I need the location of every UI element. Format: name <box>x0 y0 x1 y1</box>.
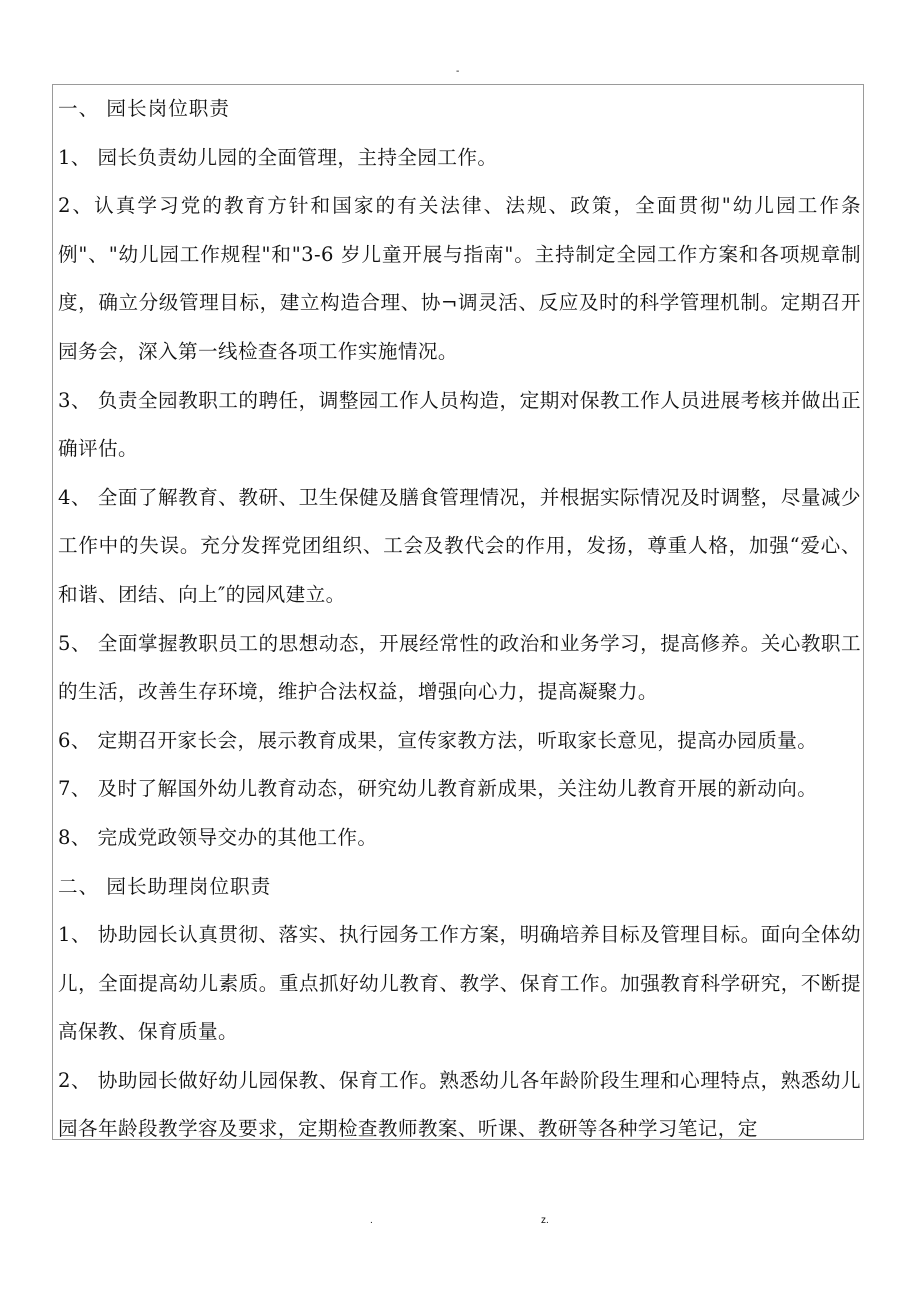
section-1-item-6: 6、 定期召开家长会，展示教育成果，宣传家教方法，听取家长意见，提高办园质量。 <box>58 728 818 752</box>
section-1-item-8: 8、 完成党政领导交办的其他工作。 <box>58 825 378 849</box>
section-1-title: 一、 园长岗位职责 <box>58 97 230 120</box>
footer-right-mark: z. <box>541 1215 549 1226</box>
section-1-item-5: 5、 全面掌握教职员工的思想动态，开展经常性的政治和业务学习，提高修养。关心教职工的生活，改善生存环境，维护合法权益，增强向心力，提高凝聚力。 <box>58 631 861 704</box>
section-2-title: 二、 园长助理岗位职责 <box>58 874 272 898</box>
footer-left-mark: . <box>370 1215 373 1226</box>
section-1-item-4: 4、 全面了解教育、教研、卫生保健及膳食管理情况，并根据实际情况及时调整，尽量减少工作中的失误。充分发挥党团组织、工会及教代会的作用，发扬，尊重人格，加强“爱心、和谐、团结、向上″的园风建立。 <box>58 485 861 606</box>
section-1-item-1: 1、 园长负责幼儿园的全面管理，主持全园工作。 <box>58 145 498 169</box>
header-mark: - <box>456 66 460 77</box>
section-1-item-2: 2、认真学习党的教育方针和国家的有关法律、法规、政策，全面贯彻"幼儿园工作条例"、"幼儿园工作规程"和"3-6 岁儿童开展与指南"。主持制定全园工作方案和各项规章制度，确立分级管理目标，建立构造合理、协¬调灵活、反应及时的科学管理机制。定期召开园务会，深入第一线检查各项工作实施情况。 <box>58 194 861 363</box>
section-1-item-7: 7、 及时了解国外幼儿教育动态，研究幼儿教育新成果，关注幼儿教育开展的新动向。 <box>58 777 818 801</box>
section-2-item-2: 2、 协助园长做好幼儿园保教、保育工作。熟悉幼儿各年龄阶段生理和心理特点，熟悉幼儿园各年龄段教学容及要求，定期检查教师教案、听课、教研等各种学习笔记，定 <box>58 1068 861 1140</box>
section-1-item-3: 3、 负责全园教职工的聘任，调整园工作人员构造，定期对保教工作人员进展考核并做出正确评估。 <box>58 388 861 461</box>
section-2-item-1: 1、 协助园长认真贯彻、落实、执行园务工作方案，明确培养目标及管理目标。面向全体幼儿，全面提高幼儿素质。重点抓好幼儿教育、教学、保育工作。加强教育科学研究，不断提高保教、保育质量。 <box>58 923 861 1044</box>
document-content <box>52 84 864 1140</box>
